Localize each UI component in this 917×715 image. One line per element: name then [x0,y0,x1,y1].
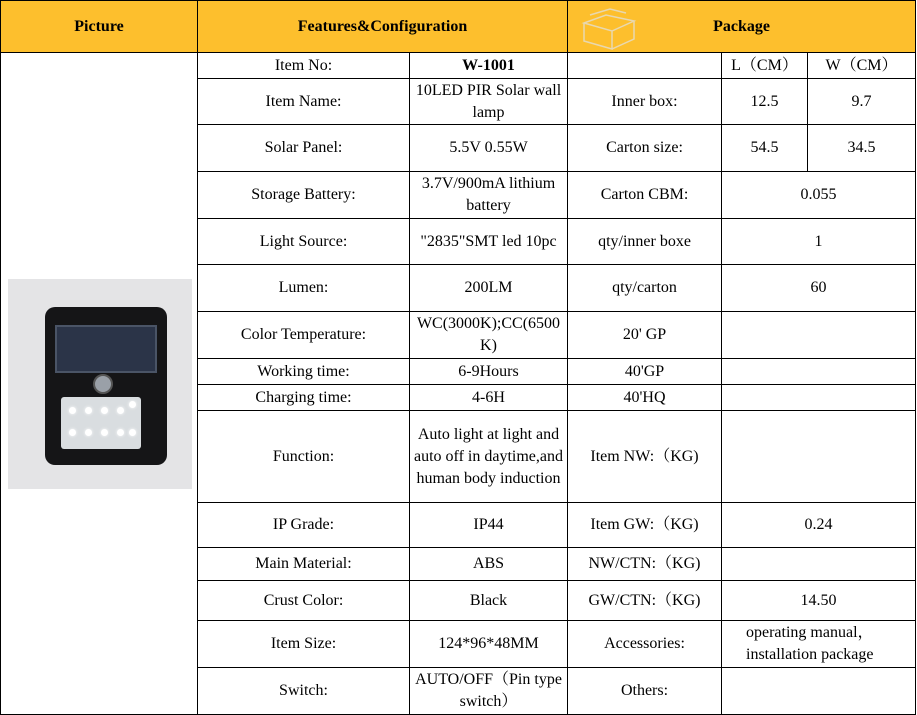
package-length: 54.5 [722,125,808,172]
feature-label: Function: [198,411,410,503]
package-label: 40'GP [568,359,722,385]
led-plate-shape [61,397,141,449]
package-header-label: Package [713,17,770,35]
box-watermark-icon [576,5,642,51]
package-label: 40'HQ [568,385,722,411]
feature-label: Lumen: [198,265,410,312]
feature-label: Color Temperature: [198,312,410,359]
package-label: Carton CBM: [568,172,722,219]
package-label: Accessories: [568,621,722,668]
feature-label: Working time: [198,359,410,385]
package-label: NW/CTN:（KG) [568,548,722,581]
package-value: 0.24 [722,503,916,548]
package-label: Others: [568,668,722,715]
feature-label: Item No: [198,53,410,79]
picture-cell [1,53,198,715]
package-label: Inner box: [568,79,722,125]
package-value: 1 [722,219,916,265]
feature-value: Black [410,581,568,621]
package-value: 60 [722,265,916,312]
feature-label: IP Grade: [198,503,410,548]
feature-label: Item Name: [198,79,410,125]
package-value [722,359,916,385]
feature-value: W-1001 [410,53,568,79]
package-value [722,548,916,581]
package-length: 12.5 [722,79,808,125]
feature-value: 4-6H [410,385,568,411]
pir-sensor-shape [93,374,113,394]
feature-label: Main Material: [198,548,410,581]
package-label: Item NW:（KG) [568,411,722,503]
solar-panel-shape [55,325,157,373]
package-label: Carton size: [568,125,722,172]
solar-wall-lamp-photo [8,279,192,489]
package-value [722,312,916,359]
feature-value: WC(3000K);CC(6500K) [410,312,568,359]
feature-value: 10LED PIR Solar wall lamp [410,79,568,125]
package-value: 14.50 [722,581,916,621]
feature-label: Storage Battery: [198,172,410,219]
picture-header: Picture [1,1,198,53]
package-width: 9.7 [808,79,916,125]
feature-label: Switch: [198,668,410,715]
package-label: Item GW:（KG) [568,503,722,548]
package-width: 34.5 [808,125,916,172]
package-label: GW/CTN:（KG) [568,581,722,621]
package-label: 20' GP [568,312,722,359]
feature-value: 3.7V/900mA lithium battery [410,172,568,219]
feature-value: Auto light at light and auto off in daytime,and human body induction [410,411,568,503]
header-row [1,1,916,53]
feature-value: 5.5V 0.55W [410,125,568,172]
feature-label: Charging time: [198,385,410,411]
package-label: qty/inner boxe [568,219,722,265]
package-value [722,385,916,411]
package-value [722,668,916,715]
feature-value: 200LM [410,265,568,312]
package-value [722,411,916,503]
package-width-header: W（CM） [808,53,916,79]
feature-value: AUTO/OFF（Pin type switch） [410,668,568,715]
package-label [568,53,722,79]
feature-value: 6-9Hours [410,359,568,385]
feature-label: Crust Color: [198,581,410,621]
feature-label: Item Size: [198,621,410,668]
package-length-header: L（CM） [722,53,808,79]
package-header [568,1,916,53]
feature-value: "2835"SMT led 10pc [410,219,568,265]
package-value: operating manual，installation package [722,621,916,668]
table-row [1,53,916,79]
lamp-body [45,307,167,465]
feature-value: IP44 [410,503,568,548]
package-label: qty/carton [568,265,722,312]
package-value: 0.055 [722,172,916,219]
feature-label: Light Source: [198,219,410,265]
feature-value: ABS [410,548,568,581]
features-header: Features&Configuration [198,1,568,53]
feature-label: Solar Panel: [198,125,410,172]
feature-value: 124*96*48MM [410,621,568,668]
